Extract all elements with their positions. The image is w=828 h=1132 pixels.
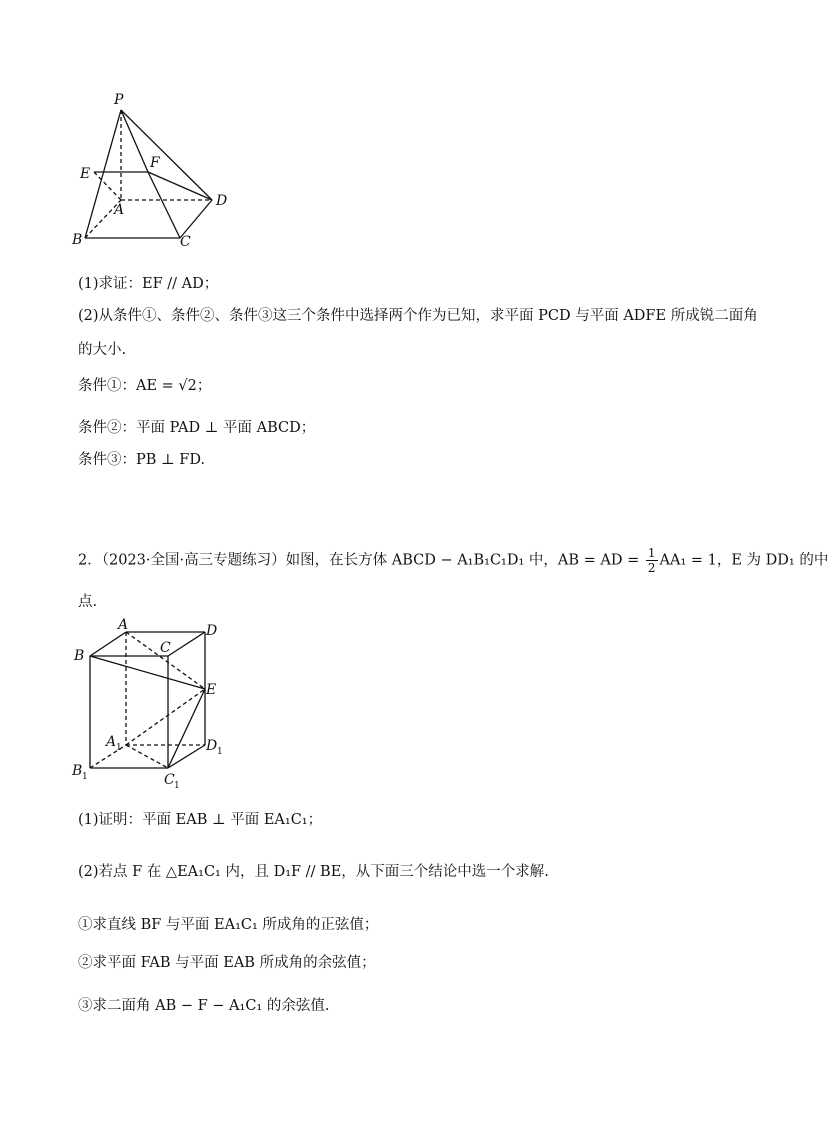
q1-condition-2: 条件②：平面 PAD ⊥ 平面 ABCD； [78,420,316,436]
label-A1: A [106,734,117,750]
q1-condition-1: 条件①：AE = √2； [78,378,212,394]
q2-option-1: ①求直线 BF 与平面 EA₁C₁ 所成角的正弦值； [78,917,379,933]
q2-part2: (2)若点 F 在 △EA₁C₁ 内，且 D₁F // BE，从下面三个结论中选一个求解. [78,864,549,880]
q2-stem-b: AA₁ = 1，E 为 DD₁ 的中 [659,552,828,569]
cuboid-figure [60,612,230,792]
pyramid-figure [60,88,260,253]
q2-source: （2023·全国·高三专题练习） [101,552,286,569]
label-C: C [180,234,191,250]
q2-option-2: ②求平面 FAB 与平面 EAB 所成角的余弦值； [78,955,376,971]
label-D: D [206,623,218,639]
fraction-numerator: 1 [647,546,656,560]
q1-condition-3: 条件③：PB ⊥ FD. [78,452,206,468]
fraction-denominator: 2 [647,561,656,575]
label-A1-sub: 1 [116,743,122,753]
label-E: E [206,682,217,698]
label-D: D [216,193,228,209]
q1-part2-line2: 的大小. [78,342,127,358]
label-C1-sub: 1 [174,781,180,791]
q2-stem-a: 如图，在长方体 ABCD − A₁B₁C₁D₁ 中，AB = AD = [285,552,640,569]
label-B: B [74,648,85,664]
label-D1: D [206,738,218,754]
q2-number: 2． [78,552,102,569]
q2-part1: (1)证明：平面 EAB ⊥ 平面 EA₁C₁； [78,812,323,828]
label-F: F [150,155,160,171]
label-B1: B [72,763,83,779]
label-B1-sub: 1 [82,772,88,782]
q2-stem-line1 [78,546,828,575]
q2-stem-line2: 点. [78,594,98,610]
label-B: B [72,232,83,248]
fraction-one-half [646,546,658,575]
label-E: E [80,166,91,182]
q2-option-3: ③求二面角 AB − F − A₁C₁ 的余弦值. [78,998,330,1014]
label-C1: C [164,772,175,788]
label-A: A [114,202,125,218]
q1-part2-line1: (2)从条件①、条件②、条件③这三个条件中选择两个作为已知，求平面 PCD 与平面 ADFE 所成锐二面角 [78,308,758,324]
label-A: A [118,617,129,633]
label-C: C [160,640,171,656]
label-D1-sub: 1 [217,747,223,757]
label-P: P [114,92,124,108]
q1-part1: (1)求证：EF // AD； [78,276,219,292]
